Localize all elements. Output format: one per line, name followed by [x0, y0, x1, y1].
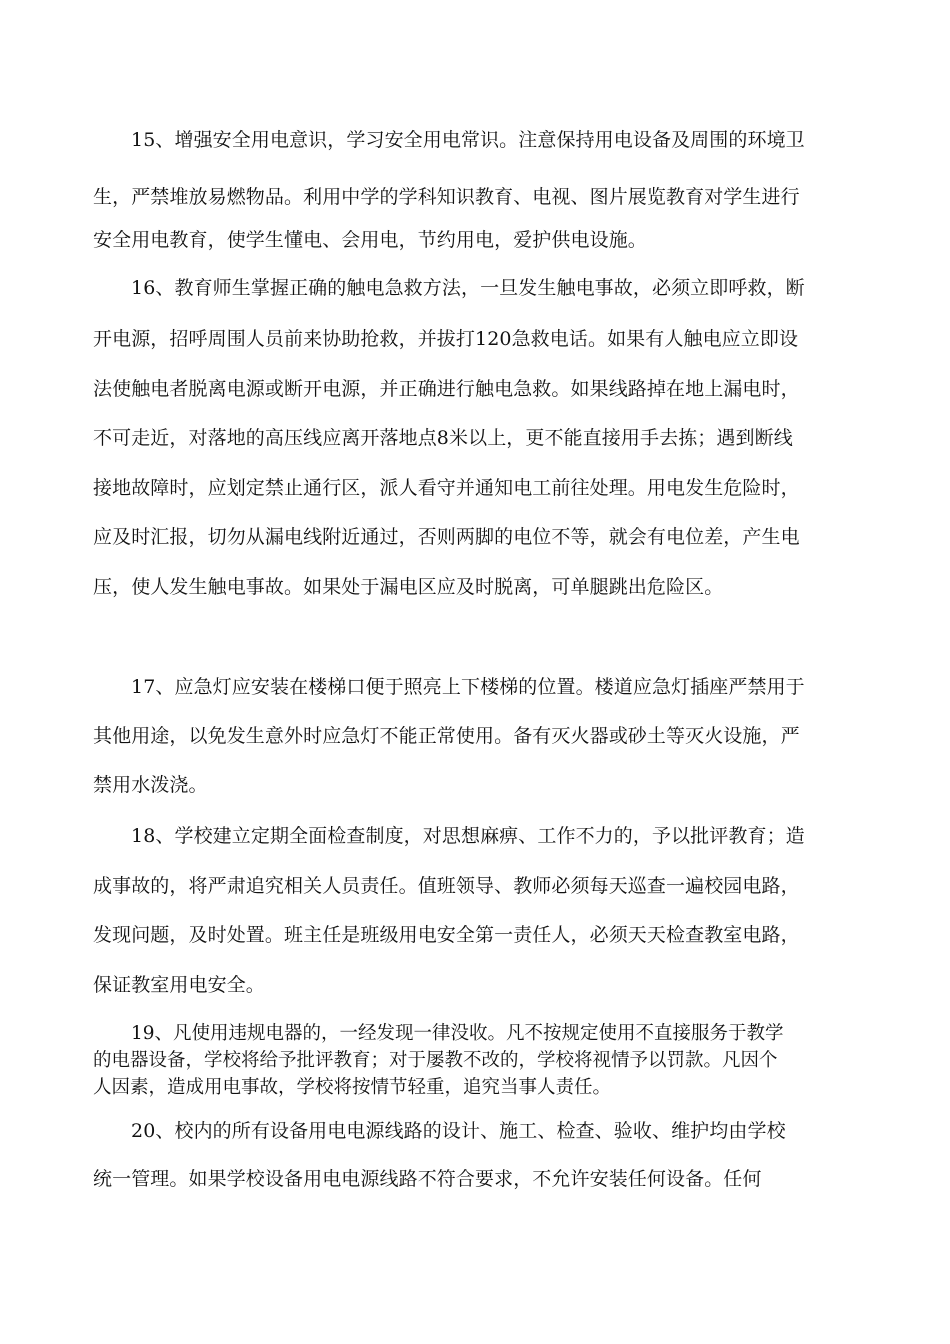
paragraph-20-line-1: 20、校内的所有设备用电电源线路的设计、施工、检查、验收、维护均由学校 — [131, 1120, 786, 1142]
paragraph-18-line-3: 发现问题，及时处置。班主任是班级用电安全第一责任人，必须天天检查教室电路， — [93, 924, 800, 946]
paragraph-16-line-4: 不可走近，对落地的高压线应离开落地点8米以上，更不能直接用手去拣；遇到断线 — [93, 427, 793, 449]
paragraph-18-line-1: 18、学校建立定期全面检查制度，对思想麻痹、工作不力的，予以批评教育；造 — [131, 825, 805, 847]
paragraph-15-line-3: 安全用电教育，使学生懂电、会用电，节约用电，爱护供电设施。 — [93, 229, 647, 251]
paragraph-16-line-7: 压，使人发生触电事故。如果处于漏电区应及时脱离，可单腿跳出危险区。 — [93, 576, 724, 598]
paragraph-17-line-2: 其他用途，以免发生意外时应急灯不能正常使用。备有灭火器或砂土等灭火设施，严 — [93, 725, 800, 747]
paragraph-20-line-2: 统一管理。如果学校设备用电电源线路不符合要求，不允许安装任何设备。任何 — [93, 1168, 762, 1190]
paragraph-19-line-3: 人因素，造成用电事故，学校将按情节轻重，追究当事人责任。 — [93, 1077, 612, 1098]
paragraph-16-line-2: 开电源，招呼周围人员前来协助抢救，并拔打120急救电话。如果有人触电应立即设 — [93, 328, 799, 350]
paragraph-18-line-4: 保证教室用电安全。 — [93, 974, 265, 996]
paragraph-17-line-1: 17、应急灯应安装在楼梯口便于照亮上下楼梯的位置。楼道应急灯插座严禁用于 — [131, 676, 805, 698]
paragraph-16-line-6: 应及时汇报，切勿从漏电线附近通过，否则两脚的电位不等，就会有电位差，产生电 — [93, 526, 800, 548]
paragraph-16-line-5: 接地故障时，应划定禁止通行区，派人看守并通知电工前往处理。用电发生危险时， — [93, 477, 800, 499]
paragraph-15-line-1: 15、增强安全用电意识，学习安全用电常识。注意保持用电设备及周围的环境卫 — [131, 129, 805, 151]
paragraph-19-line-2: 的电器设备，学校将给予批评教育；对于屡教不改的，学校将视情予以罚款。凡因个 — [93, 1050, 778, 1071]
paragraph-17-line-3: 禁用水泼浇。 — [93, 774, 208, 796]
paragraph-16-line-1: 16、教育师生掌握正确的触电急救方法，一旦发生触电事故，必须立即呼救，断 — [131, 277, 805, 299]
paragraph-19-line-1: 19、凡使用违规电器的，一经发现一律没收。凡不按规定使用不直接服务于教学 — [131, 1023, 784, 1044]
paragraph-16-line-3: 法使触电者脱离电源或断开电源，并正确进行触电急救。如果线路掉在地上漏电时， — [93, 378, 800, 400]
paragraph-15-line-2: 生，严禁堆放易燃物品。利用中学的学科知识教育、电视、图片展览教育对学生进行 — [93, 186, 800, 208]
paragraph-18-line-2: 成事故的，将严肃追究相关人员责任。值班领导、教师必须每天巡查一遍校园电路， — [93, 875, 800, 897]
